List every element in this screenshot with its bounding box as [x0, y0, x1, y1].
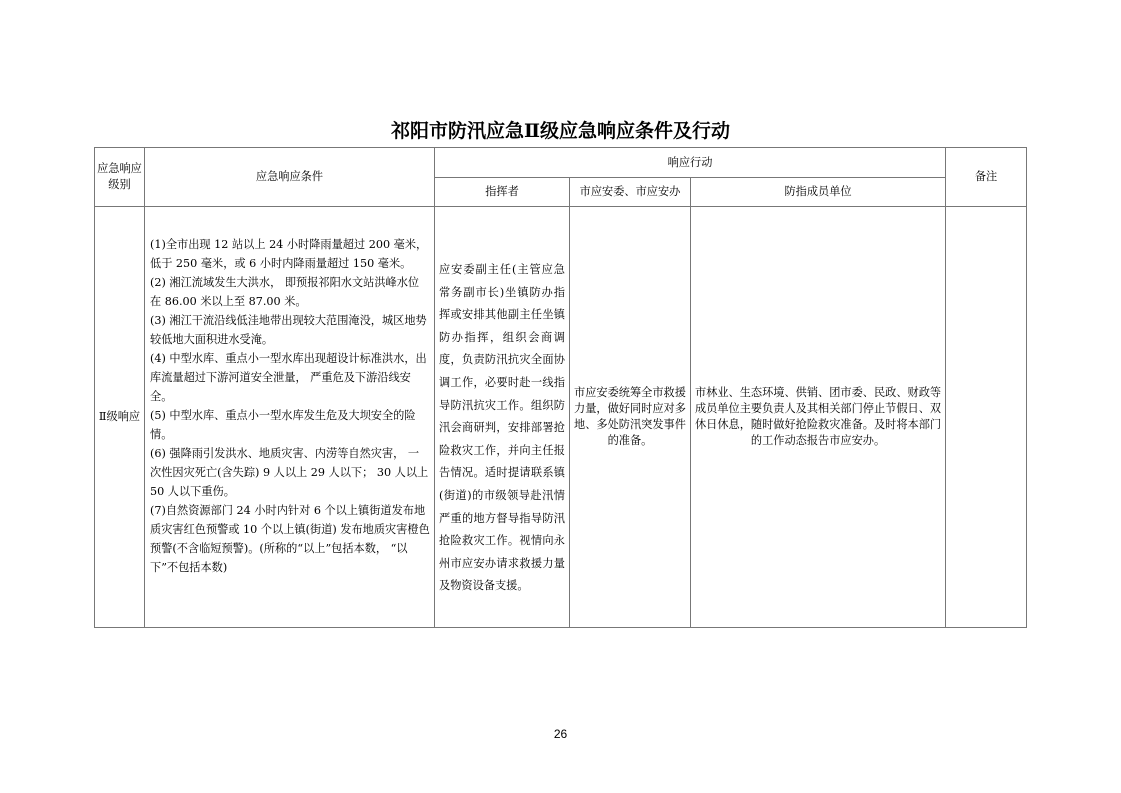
condition-4: (4) 中型水库、重点小一型水库出现超设计标准洪水，出库流量超过下游河道安全泄量， 严重危及下游沿线安全。	[150, 352, 427, 403]
cell-commander: 应安委副主任(主管应急常务副市长)坐镇防办指挥或安排其他副主任坐镇防办指挥，组织会商调度，负责防汛抗灾全面协调工作，必要时赴一线指导防汛抗灾工作。组织防汛会商研判，安排部署抢险救灾工作，并向主任报告情况。适时提请联系镇(街道)的市级领导赴汛情严重的地方督导指导防汛抢险救灾工作。视情向永州市应安办请求救援力量及物资设备支援。	[435, 207, 570, 628]
header-remarks: 备注	[946, 148, 1027, 207]
header-commander: 指挥者	[435, 178, 570, 207]
condition-1: (1)全市出现 12 站以上 24 小时降雨量超过 200 毫米，低于 250 毫米，或 6 小时内降雨量超过 150 毫米。	[150, 238, 428, 270]
cell-members: 市林业、生态环境、供销、团市委、民政、财政等成员单位主要负责人及其相关部门停止节假日、双休日休息，随时做好抢险救灾准备。及时将本部门的工作动态报告市应安办。	[691, 207, 946, 628]
condition-6: (6) 强降雨引发洪水、地质灾害、内涝等自然灾害， 一次性因灾死亡(含失踪) 9 人以上 29 人以下； 30 人以上 50 人以下重伤。	[150, 447, 429, 498]
header-conditions: 应急响应条件	[145, 148, 435, 207]
condition-5: (5) 中型水库、重点小一型水库发生危及大坝安全的险情。	[150, 409, 416, 441]
header-actions: 响应行动	[435, 148, 946, 178]
condition-2: (2) 湘江流域发生大洪水， 即预报祁阳水文站洪峰水位在 86.00 米以上至 87.00 米。	[150, 276, 420, 308]
table-row	[95, 207, 1027, 628]
header-members: 防指成员单位	[691, 178, 946, 207]
page-number: 26	[553, 727, 568, 741]
page-title: 祁阳市防汛应急Ⅱ级应急响应条件及行动	[390, 120, 730, 142]
condition-7: (7)自然资源部门 24 小时内针对 6 个以上镇街道发布地质灾害红色预警或 10 个以上镇(街道) 发布地质灾害橙色预警(不含临短预警)。(所称的“以上”包括本数， “以下”不包括本数)	[150, 504, 430, 574]
header-committee: 市应安委、市应安办	[570, 178, 691, 207]
cell-committee: 市应安委统筹全市救援力量，做好同时应对多地、多处防汛突发事件的准备。	[570, 207, 691, 628]
response-table	[94, 147, 1027, 628]
condition-3: (3) 湘江干流沿线低洼地带出现较大范围淹没，城区地势较低地大面积进水受淹。	[150, 314, 427, 346]
cell-conditions	[145, 207, 435, 628]
cell-level: Ⅱ级响应	[95, 207, 145, 628]
header-level: 应急响应级别	[95, 148, 145, 207]
cell-remarks	[946, 207, 1027, 628]
